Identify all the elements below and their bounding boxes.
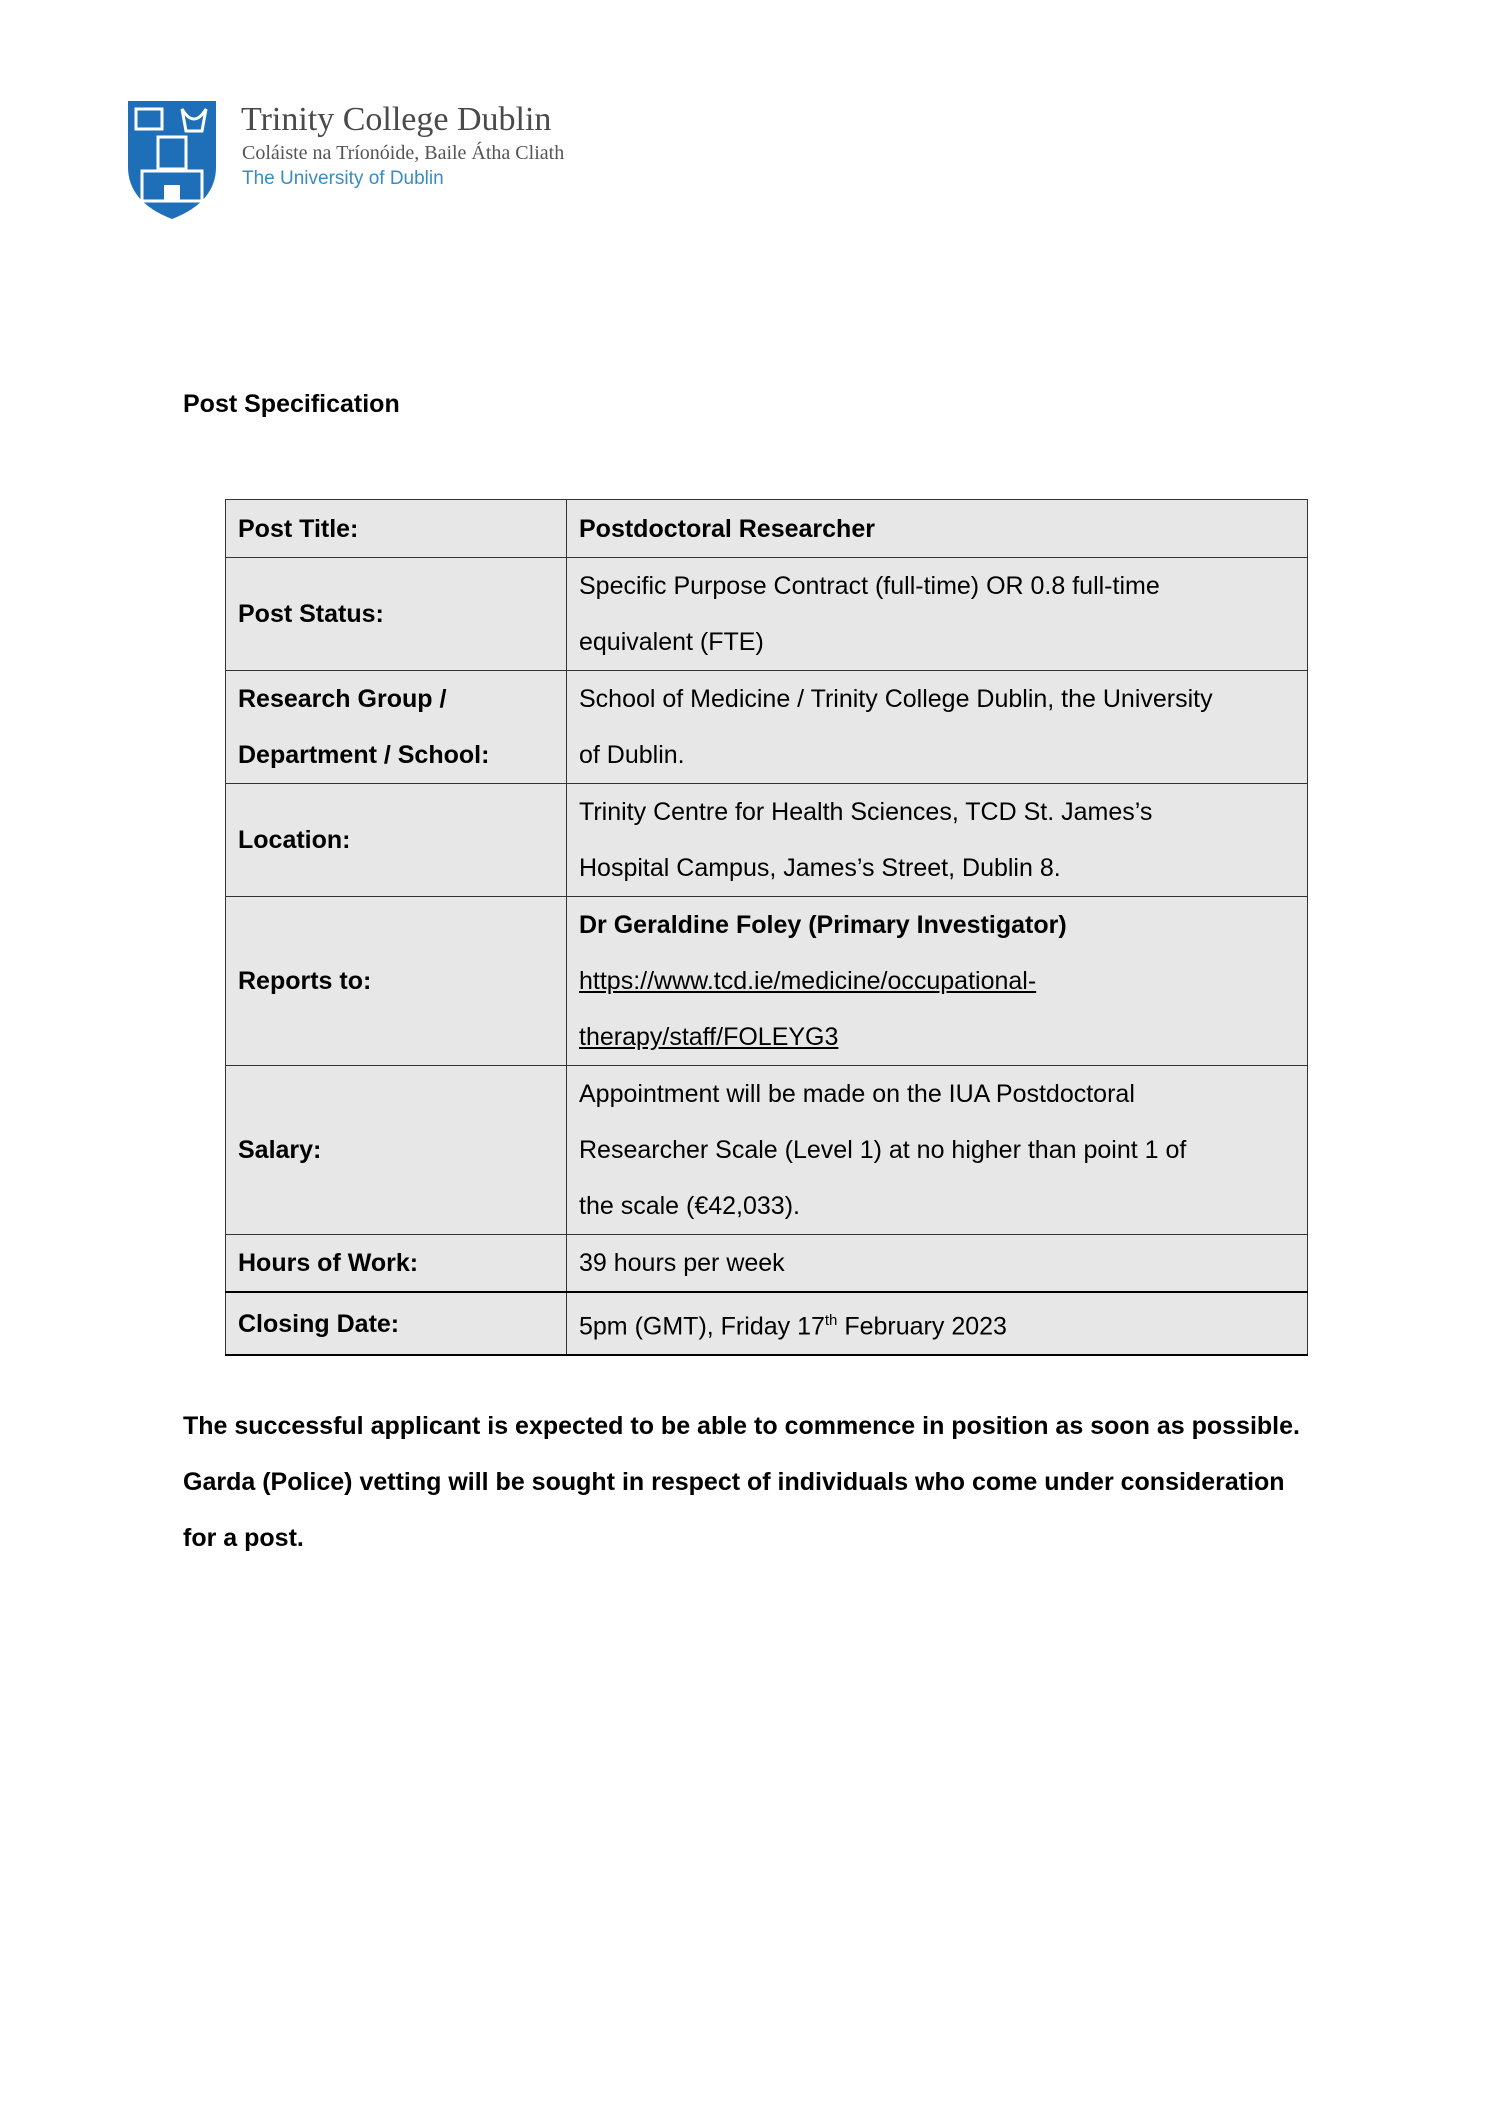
ordinal-suffix: th <box>824 1312 838 1329</box>
page-heading: Post Specification <box>183 390 400 418</box>
logo-irish-name: Coláiste na Tríonóide, Baile Átha Cliath <box>242 142 565 164</box>
row-label: Closing Date: <box>226 1292 567 1355</box>
row-label: Post Status: <box>226 558 567 671</box>
value-line: equivalent (FTE) <box>579 628 764 656</box>
value-line: Appointment will be made on the IUA Postdoctoral <box>579 1080 1135 1108</box>
row-value <box>567 671 1308 784</box>
value-line: Specific Purpose Contract (full-time) OR 0.8 full-time <box>579 572 1160 600</box>
row-value <box>567 784 1308 897</box>
paragraph-line: The successful applicant is expected to be able to commence in position as soon as possible. <box>183 1412 1300 1440</box>
paragraph-line: Garda (Police) vetting will be sought in respect of individuals who come under consideration <box>183 1468 1285 1496</box>
label-line: Department / School: <box>238 741 490 769</box>
row-label: Hours of Work: <box>226 1235 567 1293</box>
table-row <box>226 671 1308 784</box>
table-row <box>226 897 1308 1066</box>
table-row <box>226 500 1308 558</box>
row-value <box>567 1292 1308 1355</box>
staff-link[interactable]: therapy/staff/FOLEYG3 <box>579 1023 839 1051</box>
label-line: Research Group / <box>238 685 447 713</box>
table-row <box>226 558 1308 671</box>
table-row <box>226 784 1308 897</box>
row-label: Salary: <box>226 1066 567 1235</box>
post-spec-table <box>225 499 1308 1356</box>
row-value <box>567 500 1308 558</box>
row-label: Location: <box>226 784 567 897</box>
staff-link[interactable]: https://www.tcd.ie/medicine/occupational- <box>579 967 1037 995</box>
investigator-name: Dr Geraldine Foley (Primary Investigator) <box>579 911 1067 939</box>
value-line: the scale (€42,033). <box>579 1192 800 1220</box>
row-label <box>226 671 567 784</box>
table-row <box>226 1235 1308 1293</box>
logo-title: Trinity College Dublin <box>241 101 552 138</box>
row-value <box>567 558 1308 671</box>
value-line: Trinity Centre for Health Sciences, TCD St. James’s <box>579 798 1153 826</box>
value-line: Researcher Scale (Level 1) at no higher than point 1 of <box>579 1136 1187 1164</box>
crest-icon <box>124 97 220 221</box>
value-line: School of Medicine / Trinity College Dublin, the University <box>579 685 1213 713</box>
row-value <box>567 1066 1308 1235</box>
notice-paragraph <box>183 1398 1383 1566</box>
table-row <box>226 1292 1308 1355</box>
tcd-logo <box>124 97 584 222</box>
closing-date-text: 5pm (GMT), Friday 17 <box>579 1312 825 1341</box>
post-title-value: Postdoctoral Researcher <box>579 514 875 543</box>
logo-subtitle: The University of Dublin <box>242 168 444 189</box>
value-line: of Dublin. <box>579 741 685 769</box>
closing-date-text: February 2023 <box>837 1312 1007 1341</box>
row-label: Post Title: <box>226 500 567 558</box>
row-value <box>567 897 1308 1066</box>
table-row <box>226 1066 1308 1235</box>
row-value: 39 hours per week <box>567 1235 1308 1293</box>
value-line: Hospital Campus, James’s Street, Dublin 8. <box>579 854 1061 882</box>
row-label: Reports to: <box>226 897 567 1066</box>
paragraph-line: for a post. <box>183 1524 304 1552</box>
